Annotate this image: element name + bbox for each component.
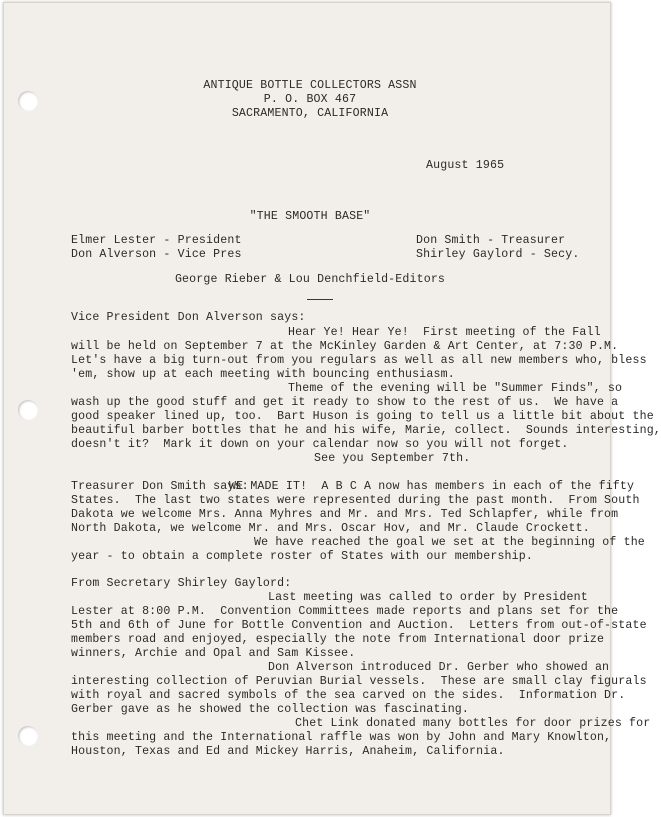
newsletter-page	[3, 2, 661, 815]
treasurer-line: States. The last two states were represented during the past month. From South	[71, 494, 640, 507]
editors-line: George Rieber & Lou Denchfield-Editors	[174, 273, 446, 286]
secretary-line: Last meeting was called to order by President	[268, 591, 588, 604]
secretary-line: Gerber gave as he showed the collection was fascinating.	[71, 703, 470, 716]
vp-line: Hear Ye! Hear Ye! First meeting of the Fall	[288, 326, 601, 339]
vp-line: beautiful barber bottles that he and his wife, Marie, collect. Sounds interesting,	[71, 424, 661, 437]
secretary-line: interesting collection of Peruvian Burial vessels. These are small clay figurals	[71, 675, 647, 688]
treasurer-line: WE MADE IT! A B C A now has members in each of the fifty	[229, 480, 635, 493]
treasurer-line: North Dakota, we welcome Mr. and Mrs. Oscar Hov, and Mr. Claude Crockett.	[71, 522, 590, 535]
vp-heading: Vice President Don Alverson says:	[71, 311, 306, 324]
vp-line: good speaker lined up, too. Bart Huson is going to tell us a little bit about the	[71, 410, 654, 423]
vp-line: 'em, show up at each meeting with bouncing enthusiasm.	[71, 368, 455, 381]
treasurer-heading: Treasurer Don Smith says:	[71, 480, 249, 493]
officer-vice-president: Don Alverson - Vice Pres	[71, 248, 242, 261]
org-name: ANTIQUE BOTTLE COLLECTORS ASSN	[203, 79, 417, 92]
secretary-line: 5th and 6th of June for Bottle Convention and Auction. Letters from out-of-state	[71, 619, 647, 632]
treasurer-line: year - to obtain a complete roster of States with our membership.	[71, 550, 533, 563]
vp-line: Let's have a big turn-out from you regulars as well as all new members who, bless	[71, 354, 647, 367]
officer-treasurer: Don Smith - Treasurer	[416, 234, 566, 247]
punch-hole	[18, 400, 38, 420]
vp-line: wash up the good stuff and get it ready to show to the rest of us. We have a	[71, 396, 619, 409]
secretary-line: winners, Archie and Opal and Sam Kissee.	[71, 647, 356, 660]
divider-rule	[307, 299, 333, 300]
officer-president: Elmer Lester - President	[71, 234, 242, 247]
secretary-heading: From Secretary Shirley Gaylord:	[71, 577, 292, 590]
treasurer-line: Dakota we welcome Mrs. Anna Myhres and Mr. and Mrs. Ted Schlapfer, while from	[71, 508, 619, 521]
vp-line: doesn't it? Mark it down on your calendar now so you will not forget.	[71, 438, 569, 451]
po-box: P. O. BOX 467	[263, 93, 357, 106]
secretary-line: members road and enjoyed, especially the note from International door prize	[71, 633, 605, 646]
issue-date: August 1965	[426, 159, 505, 172]
punch-hole	[18, 726, 38, 746]
officer-secretary: Shirley Gaylord - Secy.	[416, 248, 580, 261]
vp-line: will be held on September 7 at the McKinley Garden & Art Center, at 7:30 P.M.	[71, 340, 619, 353]
secretary-line: with royal and sacred symbols of the sea carved on the sides. Information Dr.	[71, 689, 626, 702]
vp-line: Theme of the evening will be "Summer Finds", so	[288, 382, 623, 395]
secretary-line: Chet Link donated many bottles for door prizes for	[295, 717, 651, 730]
secretary-line: Lester at 8:00 P.M. Convention Committees made reports and plans set for the	[71, 605, 619, 618]
secretary-line: Don Alverson introduced Dr. Gerber who showed an	[268, 661, 610, 674]
secretary-line: this meeting and the International raffle was won by John and Mary Knowlton,	[71, 731, 612, 744]
newsletter-title: "THE SMOOTH BASE"	[249, 210, 371, 223]
city: SACRAMENTO, CALIFORNIA	[231, 107, 389, 120]
treasurer-line: We have reached the goal we set at the beginning of the	[254, 536, 645, 549]
vp-line: See you September 7th.	[314, 452, 471, 465]
secretary-line: Houston, Texas and Ed and Mickey Harris, Anaheim, California.	[71, 745, 505, 758]
